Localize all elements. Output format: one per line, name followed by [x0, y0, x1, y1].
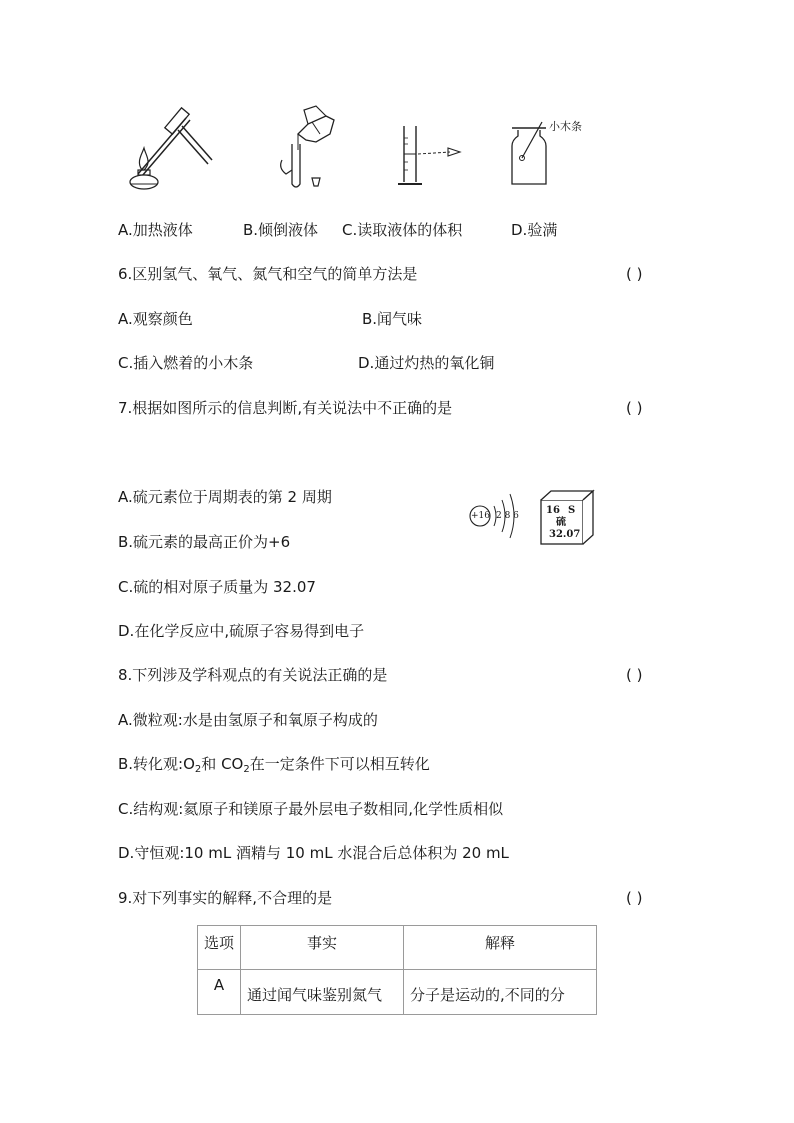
table-cell-fact: 通过闻气味鉴别氮气	[241, 970, 404, 1015]
q9-table	[197, 925, 597, 1015]
table-header-explanation: 解释	[404, 926, 597, 970]
pouring-liquid-figure	[268, 104, 348, 190]
q8-option-b: B.转化观$:O_2$和 $CO_2$在一定条件下可以相互转化	[118, 755, 430, 775]
q7-option-a: A.硫元素位于周期表的第 2 周期	[118, 488, 332, 506]
table-header-row	[198, 926, 597, 970]
apparatus-option-c: C.读取液体的体积	[342, 221, 463, 239]
apparatus-option-d: D.验满	[511, 221, 558, 239]
apparatus-option-b: B.倾倒液体	[243, 221, 319, 239]
q8-option-a: A.微粒观:水是由氢原子和氧原子构成的	[118, 711, 378, 729]
table-cell-option: A	[198, 970, 241, 1015]
sulfur-symbol: S	[568, 505, 576, 516]
sulfur-name: 硫	[556, 517, 566, 528]
sulfur-atomic-mass: 32.07	[549, 529, 581, 540]
wood-stick-label: 小木条	[549, 120, 582, 133]
q7-stem: 7.根据如图所示的信息判断,有关说法中不正确的是	[118, 399, 453, 417]
q6-answer-paren: ( )	[626, 265, 643, 283]
sulfur-nucleus-charge: +16	[471, 511, 490, 521]
q7-answer-paren: ( )	[626, 399, 643, 417]
q7-option-d: D.在化学反应中,硫原子容易得到电子	[118, 622, 365, 640]
table-row	[198, 970, 597, 1015]
q8-answer-paren: ( )	[626, 666, 643, 684]
sulfur-atomic-number: 16	[546, 505, 560, 516]
q6-option-b: B.闻气味	[362, 310, 423, 328]
q6-option-a: A.观察颜色	[118, 310, 193, 328]
sulfur-electron-shells: 2 8 6	[496, 511, 519, 521]
q7-option-b: B.硫元素的最高正价为+6	[118, 533, 291, 551]
table-cell-explanation: 分子是运动的,不同的分	[404, 970, 597, 1015]
q8-stem: 8.下列涉及学科观点的有关说法正确的是	[118, 666, 388, 684]
table-header-option: 选项	[198, 926, 241, 970]
table-header-fact: 事实	[241, 926, 404, 970]
apparatus-option-a: A.加热液体	[118, 221, 193, 239]
heating-liquid-figure	[128, 104, 218, 192]
reading-volume-figure	[396, 124, 468, 190]
q7-option-c: C.硫的相对原子质量为 32.07	[118, 578, 316, 596]
q6-option-c: C.插入燃着的小木条	[118, 354, 254, 372]
q6-option-d: D.通过灼热的氧化铜	[358, 354, 495, 372]
q9-answer-paren: ( )	[626, 889, 643, 907]
q8-option-d: D.守恒观:10 mL 酒精与 10 mL 水混合后总体积为 20 mL	[118, 844, 509, 862]
q6-stem: 6.区别氢气、氧气、氮气和空气的简单方法是	[118, 265, 418, 283]
q8-option-c: C.结构观:氦原子和镁原子最外层电子数相同,化学性质相似	[118, 800, 504, 818]
q9-stem: 9.对下列事实的解释,不合理的是	[118, 889, 333, 907]
